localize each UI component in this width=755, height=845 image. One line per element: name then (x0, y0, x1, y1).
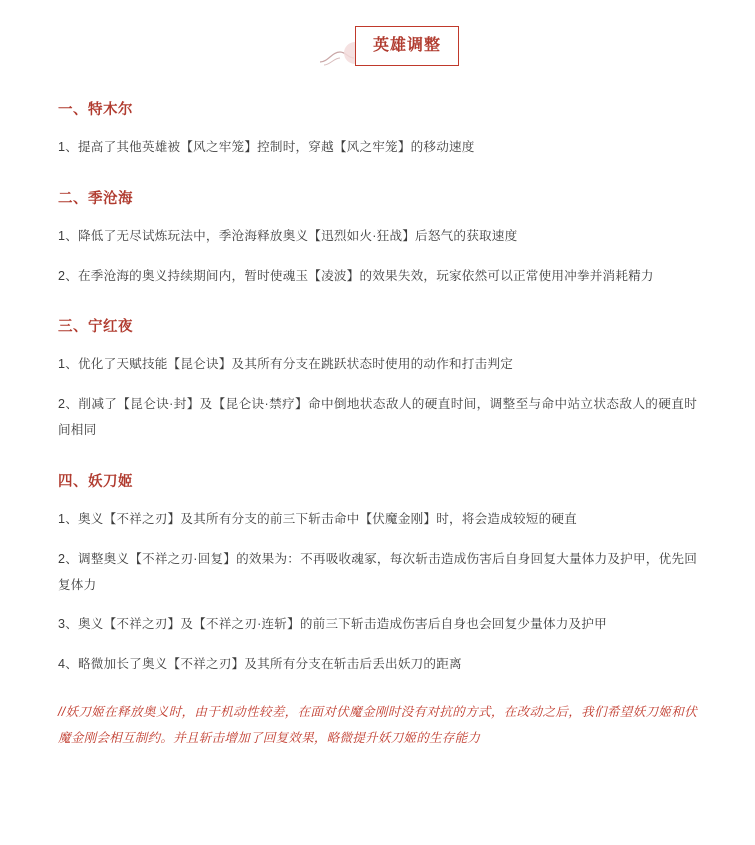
section-jicanghai (58, 187, 697, 290)
section-heading: 二、季沧海 (58, 190, 133, 207)
list-item: 2、调整奥义【不祥之刃·回复】的效果为：不再吸收魂冢，每次斩击造成伤害后自身回复大量体力及护甲，优先回复体力 (58, 551, 697, 592)
list-item: 1、奥义【不祥之刃】及其所有分支的前三下斩击命中【伏魔金刚】时，将会造成较短的硬直 (58, 511, 577, 526)
list-item: 1、提高了其他英雄被【风之牢笼】控制时，穿越【风之牢笼】的移动速度 (58, 140, 475, 154)
document-body (0, 98, 755, 794)
list-item: 1、降低了无尽试炼玩法中，季沧海释放奥义【迅烈如火·狂战】后怒气的获取速度 (58, 228, 518, 243)
page-title: 英雄调整 (372, 37, 441, 54)
list-item: 1、优化了天赋技能【昆仑诀】及其所有分支在跳跃状态时使用的动作和打击判定 (58, 357, 513, 372)
section-heading: 四、妖刀姬 (58, 473, 133, 490)
section-ninghongye (58, 315, 697, 443)
section-temuer (58, 98, 697, 161)
designer-note: //妖刀姬在释放奥义时，由于机动性较差，在面对伏魔金刚时没有对抗的方式，在改动之后，我们希望妖刀姬和伏魔金刚会相互制约。并且斩击增加了回复效果，略微提升妖刀姬的生存能力 (58, 704, 697, 745)
list-item: 2、在季沧海的奥义持续期间内，暂时使魂玉【凌波】的效果失效，玩家依然可以正常使用冲拳并消耗精力 (58, 268, 654, 283)
page-title-box (355, 26, 459, 66)
list-item: 2、削减了【昆仑诀·封】及【昆仑诀·禁疗】命中倒地状态敌人的硬直时间，调整至与命中站立状态敌人的硬直时间相同 (58, 397, 697, 438)
section-heading: 一、特木尔 (58, 102, 133, 118)
section-heading: 三、宁红夜 (58, 319, 133, 336)
list-item: 3、奥义【不祥之刃】及【不祥之刃·连斩】的前三下斩击造成伤害后自身也会回复少量体力及护甲 (58, 617, 607, 632)
title-banner (0, 0, 755, 86)
list-item: 4、略微加长了奥义【不祥之刃】及其所有分支在斩击后丢出妖刀的距离 (58, 657, 462, 672)
section-yaodaoji (58, 470, 697, 752)
